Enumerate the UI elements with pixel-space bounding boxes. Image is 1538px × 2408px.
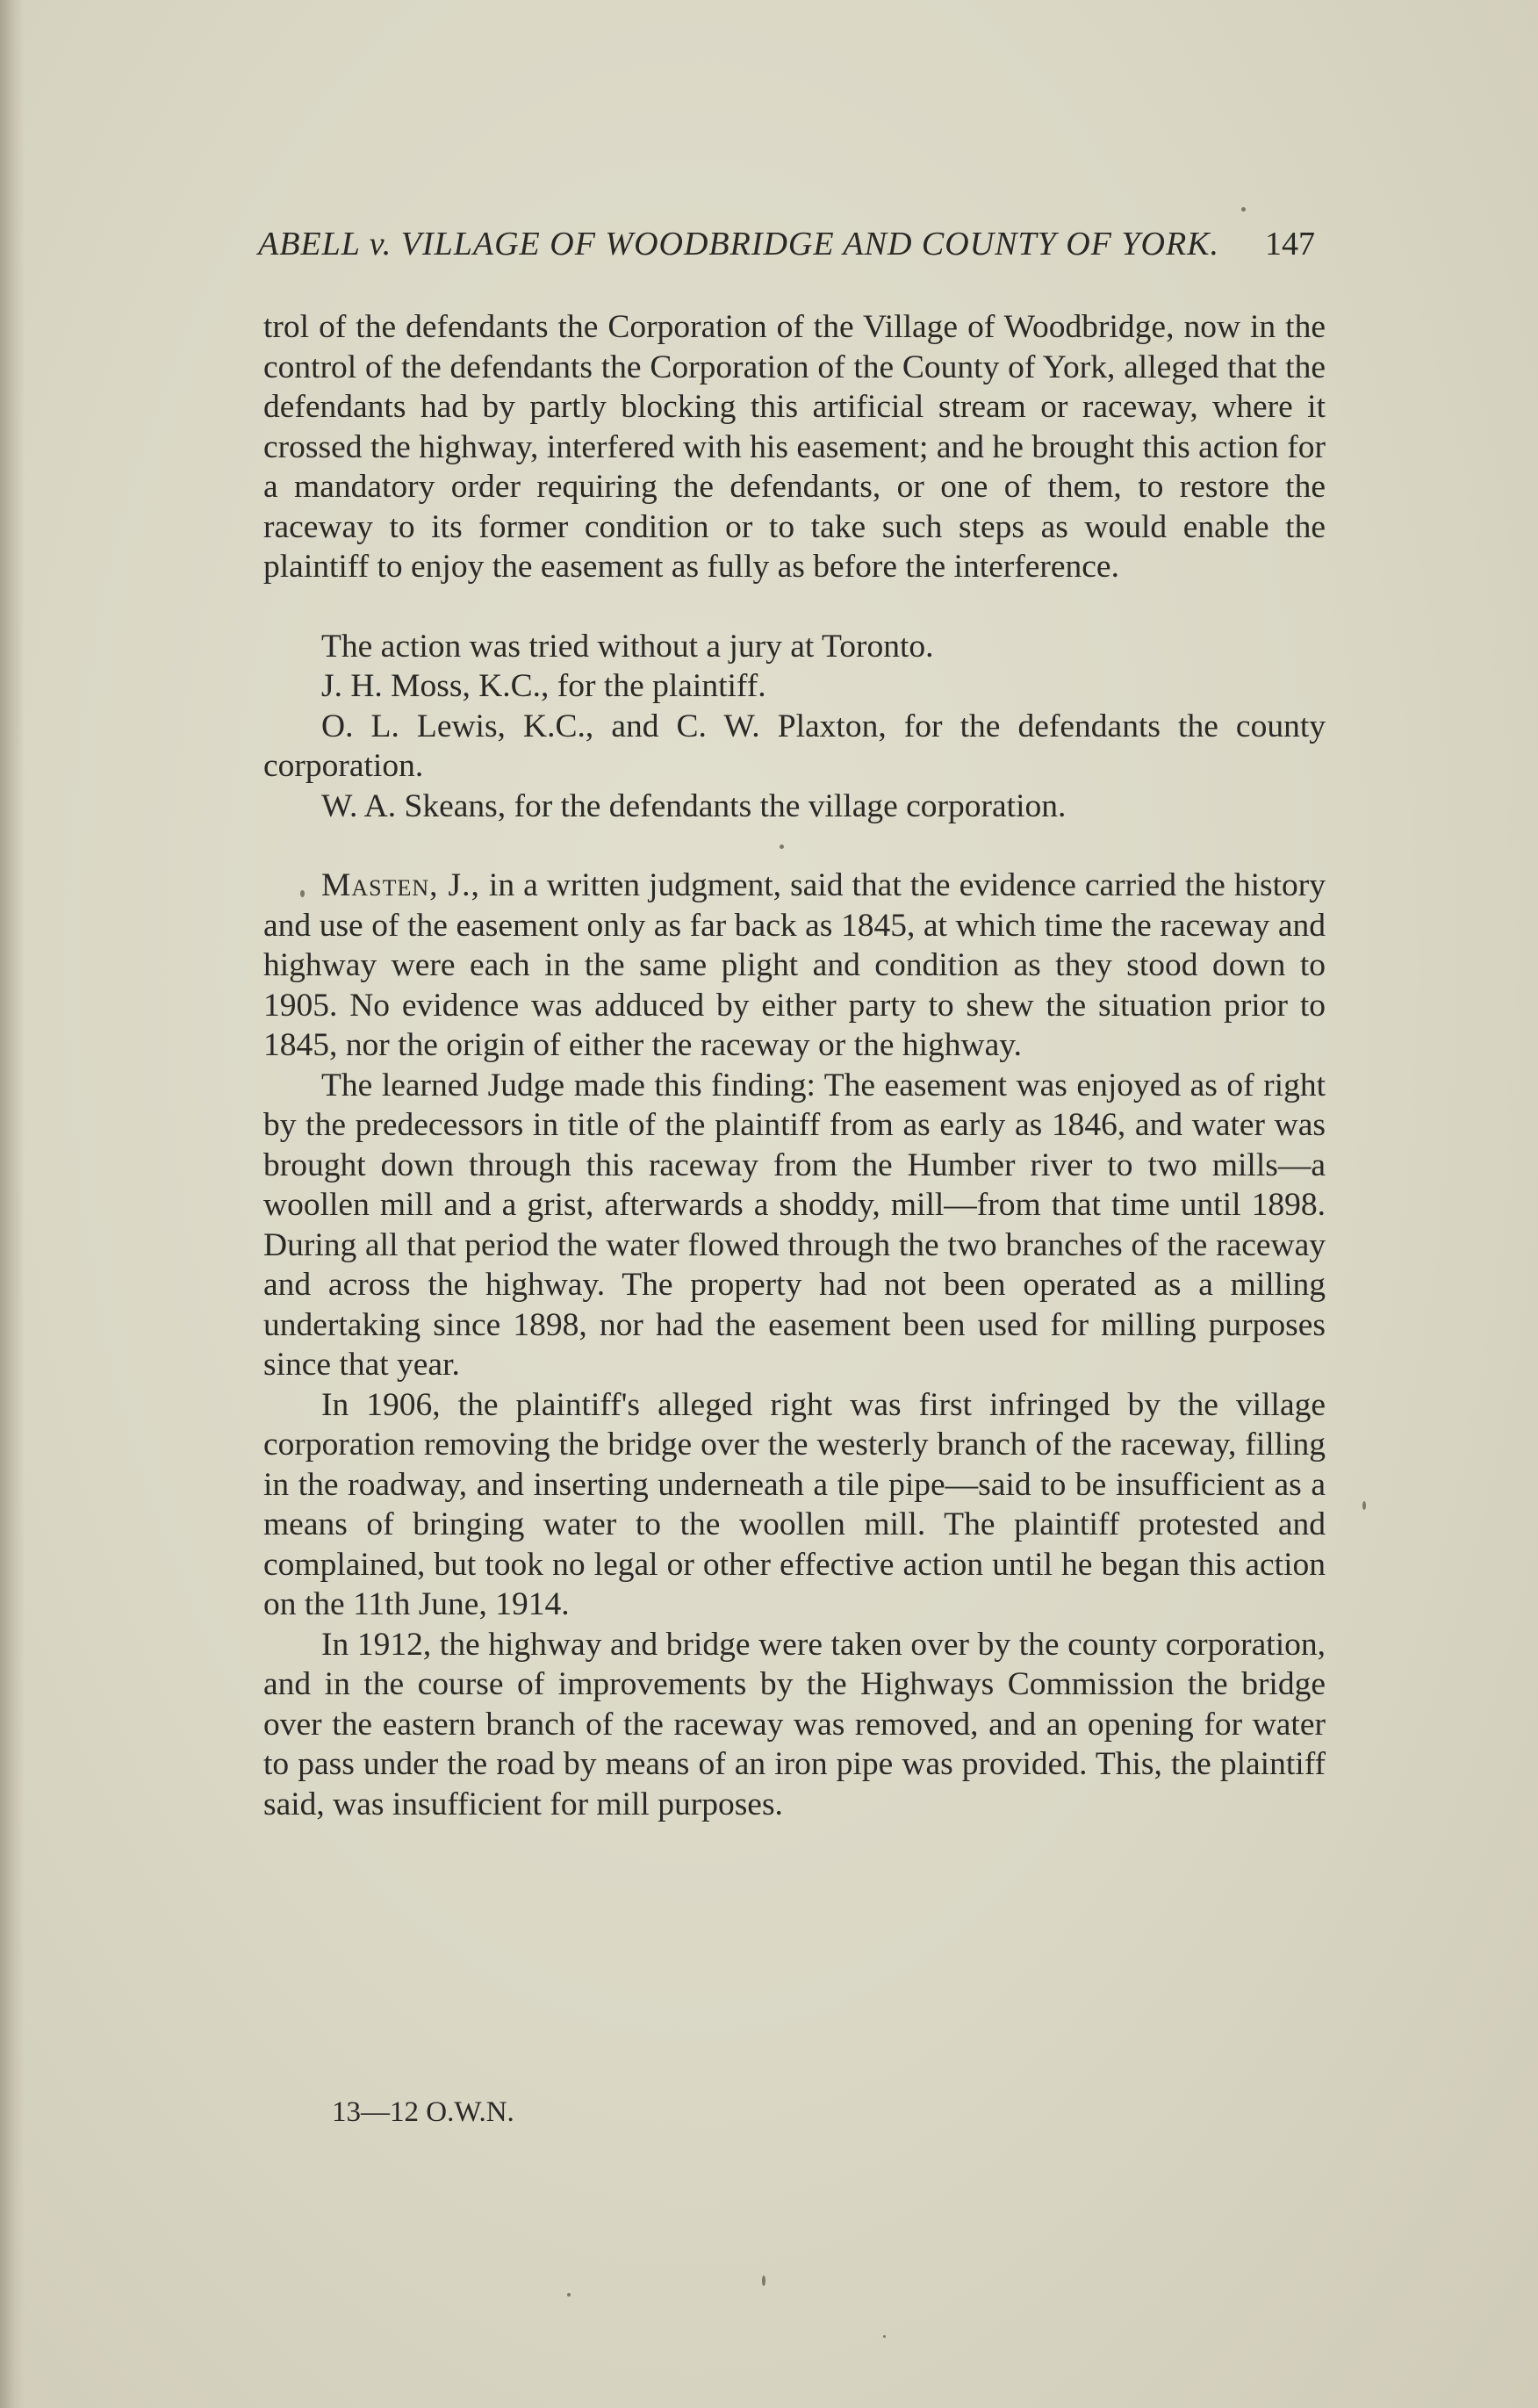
paper-speck: [1362, 1501, 1366, 1510]
binding-gutter-shadow: [0, 0, 25, 2408]
paragraph-finding: The learned Judge made this finding: The easement was enjoyed as of right by the predecessors in title of the plaintiff from as early as 1846, and water was brought down through this raceway from the Humber river to two mills—a woollen mill and a grist, afterwards a shoddy, mill—from that time until 1898. During all that period the water flowed through the two branches of the raceway and across the highway. The property had not been operated as a milling undertaking since 1898, nor had the easement been used for milling purposes since that year.: [263, 1067, 1326, 1383]
paragraph-counsel-plaintiff: J. H. Moss, K.C., for the plaintiff.: [321, 668, 766, 704]
paragraph-continuation: trol of the defendants the Corporation of the Village of Woodbridge, now in the control of the defendants the Corporation of the County of York, alleged that the defendants had by partly blocking this artificial stream or raceway, where it crossed the highway, interfered with his easement; and he brought this action for a mandatory order requiring the defendants, or one of them, to restore the raceway to its former condition or to take such steps as would enable the plaintiff to enjoy the easement as fully as before the interference.: [263, 309, 1326, 585]
body-text: [263, 307, 1326, 1824]
running-title: ABELL v. VILLAGE OF WOODBRIDGE AND COUNTY OF YORK.: [258, 226, 1220, 262]
page-number: 147: [1265, 226, 1315, 262]
signature-mark: 13—12 O.W.N.: [332, 2096, 514, 2128]
paragraph-1912: In 1912, the highway and bridge were taken over by the county corporation, and in the course of improvements by the Highways Commission the bridge over the eastern branch of the raceway was removed, and an opening for water to pass under the road by means of an iron pipe was provided. This, the plaintiff said, was insufficient for mill purposes.: [263, 1626, 1326, 1822]
paragraph-counsel-village: W. A. Skeans, for the defendants the village corporation.: [321, 787, 1067, 824]
judge-name: Masten, J.,: [321, 867, 480, 903]
paper-speck: [300, 890, 305, 897]
paragraph-judgment: [263, 866, 1326, 1066]
paragraph-1906: In 1906, the plaintiff's alleged right was first infringed by the village corporation removing the bridge over the westerly branch of the raceway, filling in the roadway, and inserting underneath a tile pipe—said to be insufficient as a means of bringing water to the woollen mill. The plaintiff protested and complained, but took no legal or other effective action until he began this action on the 11th June, 1914.: [263, 1386, 1326, 1622]
paper-speck: [1241, 207, 1246, 212]
paragraph-counsel-county: O. L. Lewis, K.C., and C. W. Plaxton, for the defendants the county corporation.: [263, 708, 1326, 784]
judgment-text: in a written judgment, said that the evidence carried the history and use of the easement only as far back as 1845, at which time the raceway and highway were each in the same plight and condition as they stood down to 1905. No evidence was adduced by either party to shew the situation prior to 1845, nor the origin of either the raceway or the highway.: [263, 867, 1326, 1063]
paper-speck: [567, 2293, 571, 2297]
paper-speck: [780, 845, 784, 849]
paper-speck: [883, 2335, 886, 2338]
page-header: [258, 225, 1315, 277]
paragraph-trial: The action was tried without a jury at Toronto.: [321, 628, 934, 665]
paper-speck: [762, 2275, 765, 2286]
